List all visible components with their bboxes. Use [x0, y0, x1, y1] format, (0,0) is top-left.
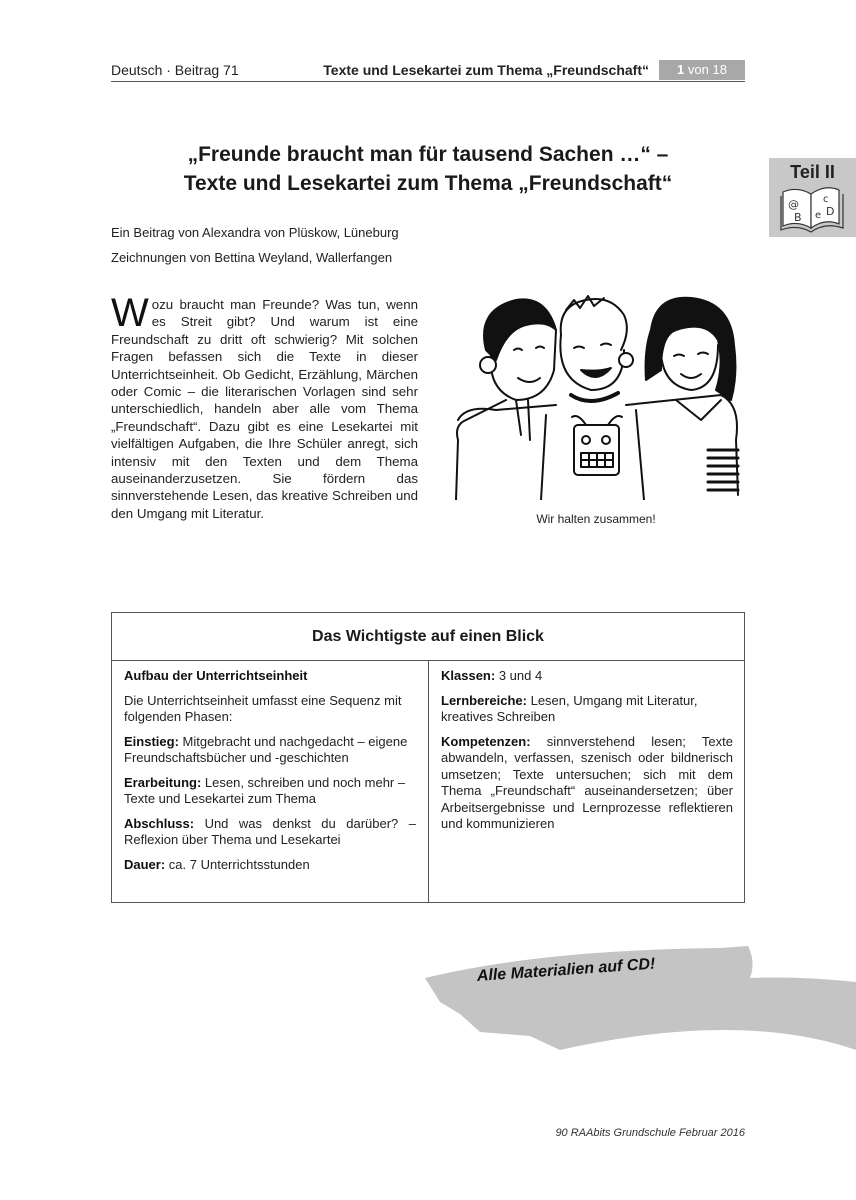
illustration-caption: Wir halten zusammen! — [536, 512, 656, 526]
overview-structure-column — [112, 661, 429, 902]
section-tab-label: Teil II — [790, 162, 835, 182]
phase-item: Abschluss: Und was denkst du darüber? – Reflexion über Thema und Lesekartei — [124, 815, 416, 847]
drop-cap: W — [111, 291, 149, 335]
author-byline: Ein Beitrag von Alexandra von Plüskow, Lüneburg — [111, 225, 399, 240]
svg-text:D: D — [826, 205, 835, 218]
page-total: von 18 — [687, 62, 727, 77]
overview-box — [111, 612, 745, 903]
cd-banner-text: Alle Materialien auf CD! — [476, 955, 656, 985]
running-title: Texte und Lesekartei zum Thema „Freundschaft“ — [323, 62, 649, 78]
structure-heading: Aufbau der Unterrichtseinheit — [124, 668, 308, 683]
subject-label: Deutsch · Beitrag 71 — [111, 62, 239, 78]
section-tab — [769, 158, 856, 237]
phase-item: Einstieg: Mitgebracht und nachgedacht – eigene Freundschaftsbücher und -geschichten — [124, 733, 408, 765]
intro-paragraph — [111, 291, 418, 522]
illustrator-byline: Zeichnungen von Bettina Weyland, Wallerfangen — [111, 250, 393, 265]
phase-item: Erarbeitung: Lesen, schreiben und noch mehr – Texte und Lesekartei zum Thema — [124, 774, 406, 806]
title-line-2: Texte und Lesekartei zum Thema „Freundschaft“ — [183, 172, 673, 195]
page-indicator — [659, 60, 745, 80]
open-book-abc-icon — [779, 184, 845, 234]
page-title — [111, 140, 745, 198]
title-line-1: „Freunde braucht man für tausend Sachen …“ – — [187, 143, 669, 166]
friends-illustration — [446, 290, 746, 500]
overview-heading: Das Wichtigste auf einen Blick — [112, 613, 744, 661]
page-footer: 90 RAAbits Grundschule Februar 2016 — [555, 1127, 745, 1139]
competencies-item: Kompetenzen: sinnverstehend lesen; Texte abwandeln, verfassen, szenisch oder bildnerisch umsetzen; Texte untersuchen; sich mit dem Thema „Freundschaft“ auseinandersetzen; über Arbeitsergebnisse und Lernprozesse reflektieren und kommunizieren — [441, 733, 733, 831]
structure-intro: Die Unterrichtseinheit umfasst eine Sequenz mit folgenden Phasen: — [124, 692, 402, 724]
intro-text: ozu braucht man Freunde? Was tun, wenn es Streit gibt? Und warum ist eine Freundschaft zu dritt oft schwierig? Mit solchen Fragen befassen sich die Texte in dieser Unterrichtseinheit. Ob Gedicht, Erzählung, Märchen oder Comic – die literarischen Vorlagen sind sehr unterschiedlich, handeln aber alle vom Thema „Freundschaft“. Dazu gibt es eine Lesekartei mit vielfältigen Aufgaben, die Ihre Schüler anregt, sich intensiv mit den Texten und dem Thema auseinanderzusetzen. Sie fördern das sinnverstehende Lesen, das kreative Schreiben und den Umgang mit Literatur. — [111, 297, 418, 521]
page-current: 1 — [677, 62, 685, 77]
svg-text:e: e — [815, 210, 822, 221]
overview-details-column — [429, 661, 745, 902]
running-header — [111, 60, 745, 82]
svg-text:@: @ — [788, 198, 799, 211]
svg-text:B: B — [794, 211, 802, 224]
classes-item: Klassen: 3 und 4 — [441, 668, 543, 683]
duration-item: Dauer: ca. 7 Unterrichtsstunden — [124, 856, 310, 872]
svg-text:c: c — [823, 194, 829, 205]
learning-areas-item: Lernbereiche: Lesen, Umgang mit Literatur, kreatives Schreiben — [441, 692, 698, 724]
